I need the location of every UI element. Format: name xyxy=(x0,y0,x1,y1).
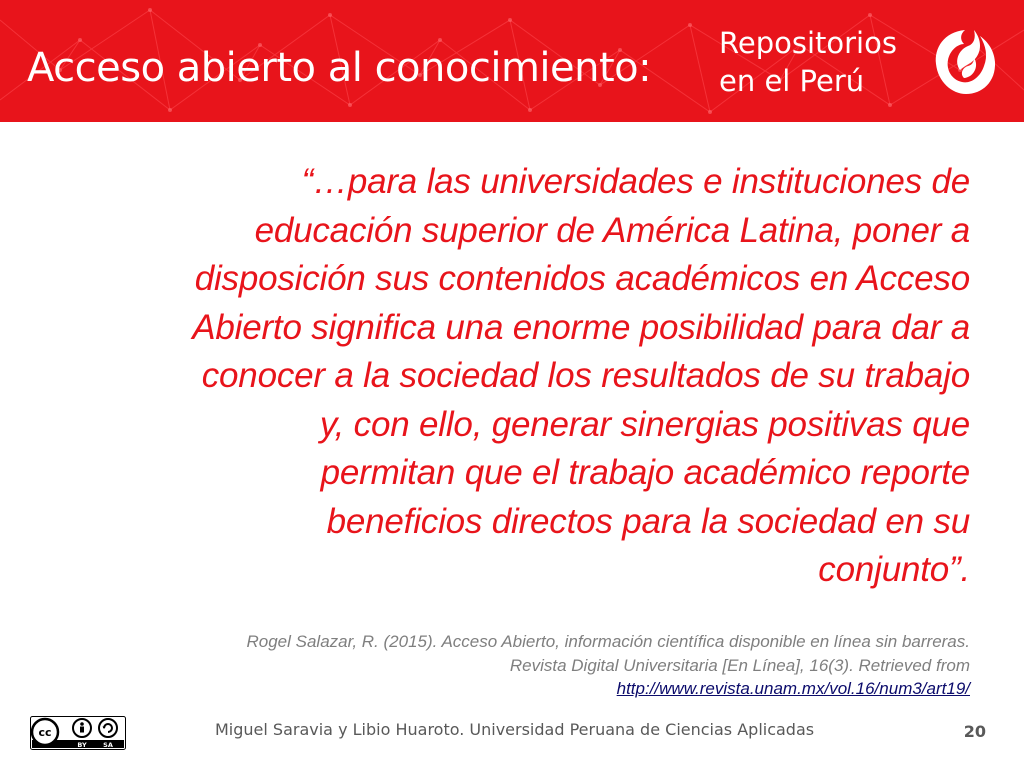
quote-line: Abierto significa una enorme posibilidad para dar a xyxy=(192,307,970,347)
quote-line: permitan que el trabajo académico reporte xyxy=(320,453,970,492)
cc-sa-label: SA xyxy=(103,741,113,749)
header-bar xyxy=(0,0,1024,122)
quote-line: beneficios directos para la sociedad en su xyxy=(326,501,970,541)
page-number: 20 xyxy=(963,722,986,741)
upc-flame-logo-icon xyxy=(930,22,1000,98)
subtitle-line-2: en el Perú xyxy=(719,64,865,98)
slide-subtitle xyxy=(719,24,897,100)
quote-line: disposición sus contenidos académicos en Acceso xyxy=(194,259,970,298)
quote-line: conocer a la sociedad los resultados de su trabajo xyxy=(201,356,970,395)
footer-credits: Miguel Saravia y Libio Huaroto. Universidad Peruana de Ciencias Aplicadas xyxy=(215,720,815,739)
quote-line: y, con ello, generar sinergias positivas que xyxy=(319,404,970,444)
citation-link[interactable]: http://www.revista.unam.mx/vol.16/num3/art19/ xyxy=(616,679,970,698)
citation-line-1: Rogel Salazar, R. (2015). Acceso Abierto, información científica disponible en línea sin barreras. xyxy=(246,632,970,651)
cc-by-sa-badge-icon xyxy=(30,716,126,750)
svg-text:cc: cc xyxy=(38,726,52,739)
citation-line-2: Revista Digital Universitaria [En Línea], 16(3). Retrieved from xyxy=(509,655,970,675)
quote-block xyxy=(60,158,970,595)
quote-line: educación superior de América Latina, poner a xyxy=(254,210,970,250)
slide-title: Acceso abierto al conocimiento: xyxy=(27,45,652,91)
quote-line: “…para las universidades e instituciones de xyxy=(301,162,970,201)
subtitle-line-1: Repositorios xyxy=(719,26,897,60)
cc-by-label: BY xyxy=(77,741,87,749)
quote-line: conjunto”. xyxy=(818,550,970,589)
citation-block xyxy=(80,630,970,701)
